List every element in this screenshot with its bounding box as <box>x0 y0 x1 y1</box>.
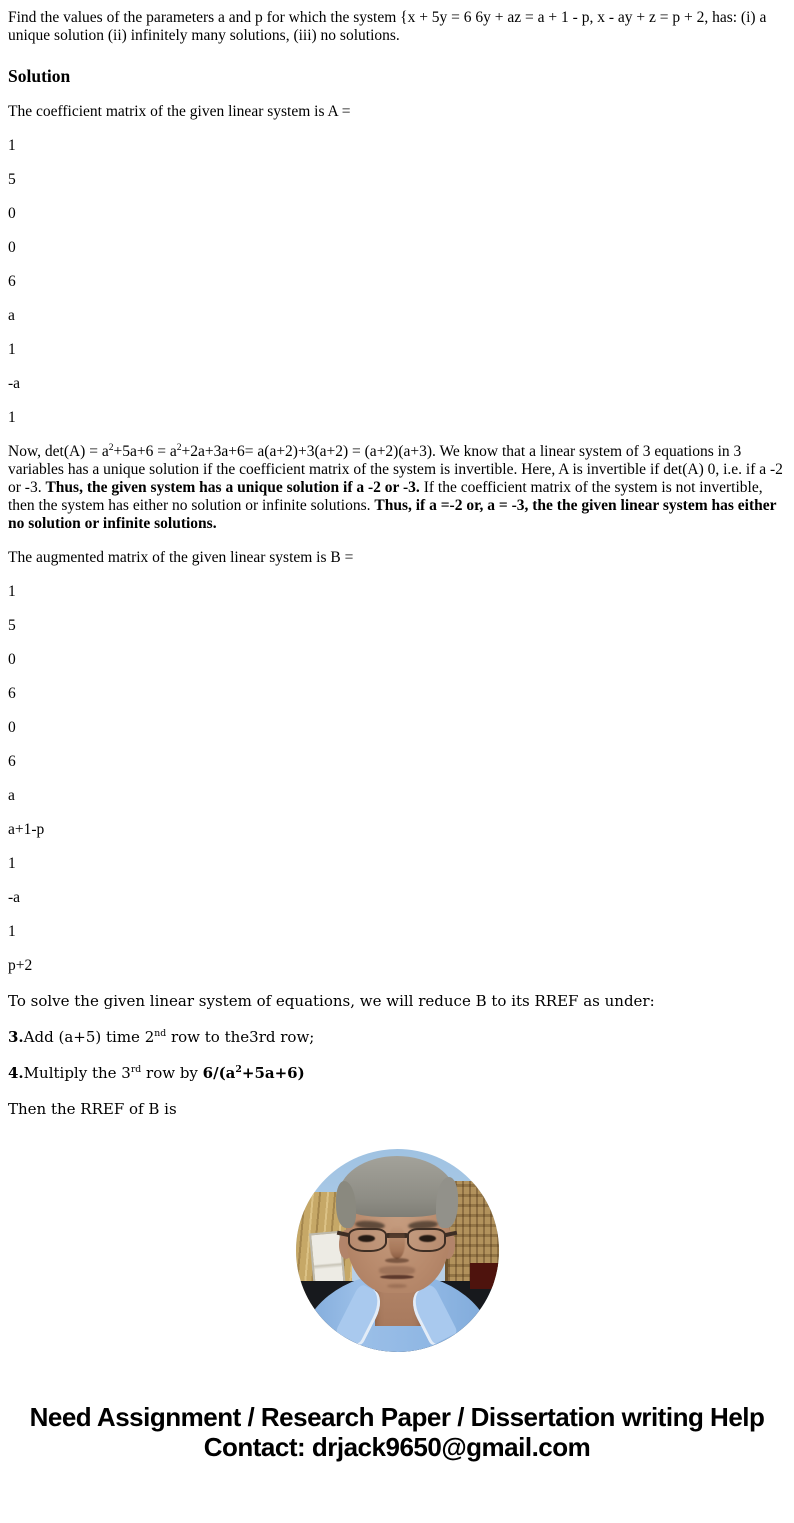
matrix-entry: -a <box>8 375 21 392</box>
matrix-entry: 0 <box>8 239 16 256</box>
matrix-entry: 0 <box>8 719 16 736</box>
solution-heading: Solution <box>8 66 71 86</box>
coefficient-matrix-intro: The coefficient matrix of the given linear system is A = <box>8 103 351 120</box>
matrix-entry: p+2 <box>8 957 33 974</box>
matrix-entry: 6 <box>8 685 16 702</box>
nostril-shadow <box>385 1258 409 1263</box>
matrix-entry: 0 <box>8 651 16 668</box>
augmented-matrix-intro: The augmented matrix of the given linear system is B = <box>8 549 354 566</box>
matrix-entry: 1 <box>8 923 16 940</box>
mustache-shadow <box>379 1266 416 1275</box>
matrix-entry: 1 <box>8 583 16 600</box>
eye-right <box>419 1235 435 1242</box>
matrix-entry: 6 <box>8 273 16 290</box>
determinant-analysis: Now, $\det(A) = a^2+5a+6 = a^2+2a+3a+6= a(a+2)+3(a+2) = (a+2)(a+3)$. We know that a linear system of 3 equations in 3 variables has a unique solution if the coefficient matrix of the system is invertible. Here, A is invertible if det(A) 0, i.e. if a -2 or -3. Thus, the given system has a unique solution if a -2 or -3. If the coefficient matrix of the system is not invertible, then the system has either no solution or infinite solutions. Thus, if a =-2 or, a = -3, the the given linear system has either no solution or infinite solutions. <box>8 441 783 532</box>
matrix-entry: 5 <box>8 171 16 188</box>
nose <box>389 1226 405 1258</box>
rref-intro: To solve the given linear system of equations, we will reduce B to its RREF as under: <box>8 992 655 1010</box>
matrix-entry: a <box>8 787 15 804</box>
matrix-entry: 0 <box>8 205 16 222</box>
coefficient-matrix-entries <box>8 137 786 427</box>
footer-contact <box>27 1402 767 1462</box>
rref-step-4: 4.Multiply the 3rd row by $6/(a^2+5a+6)$ <box>8 1064 305 1082</box>
sideburn-right <box>436 1177 458 1228</box>
matrix-entry: 1 <box>8 341 16 358</box>
maroon-patch <box>470 1263 498 1289</box>
question-text: Find the values of the parameters a and p for which the system {x + 5y = 6 6y + az = a + 1 - p, x - ay + z = p + 2, has: (i) a unique solution (ii) infinitely many solutions, (iii) no solutions. <box>8 9 767 44</box>
augmented-matrix-entries <box>8 583 786 975</box>
matrix-entry: -a <box>8 889 21 906</box>
instructor-photo <box>296 1149 499 1352</box>
matrix-entry: a <box>8 307 15 324</box>
matrix-entry: 1 <box>8 409 16 426</box>
rref-step-3: 3.Add (a+5) time 2nd row to the3rd row; <box>8 1028 315 1046</box>
matrix-entry: 1 <box>8 855 16 872</box>
eye-left <box>358 1235 374 1242</box>
matrix-entry: 1 <box>8 137 16 154</box>
footer-help-text: Need Assignment / Research Paper / Dissertation writing Help <box>29 1402 765 1432</box>
footer-contact-email: Contact: drjack9650@gmail.com <box>203 1432 591 1462</box>
matrix-entry: a+1-p <box>8 821 45 838</box>
matrix-entry: 5 <box>8 617 16 634</box>
matrix-entry: 6 <box>8 753 16 770</box>
rref-result-intro: Then the RREF of B is <box>8 1100 177 1118</box>
